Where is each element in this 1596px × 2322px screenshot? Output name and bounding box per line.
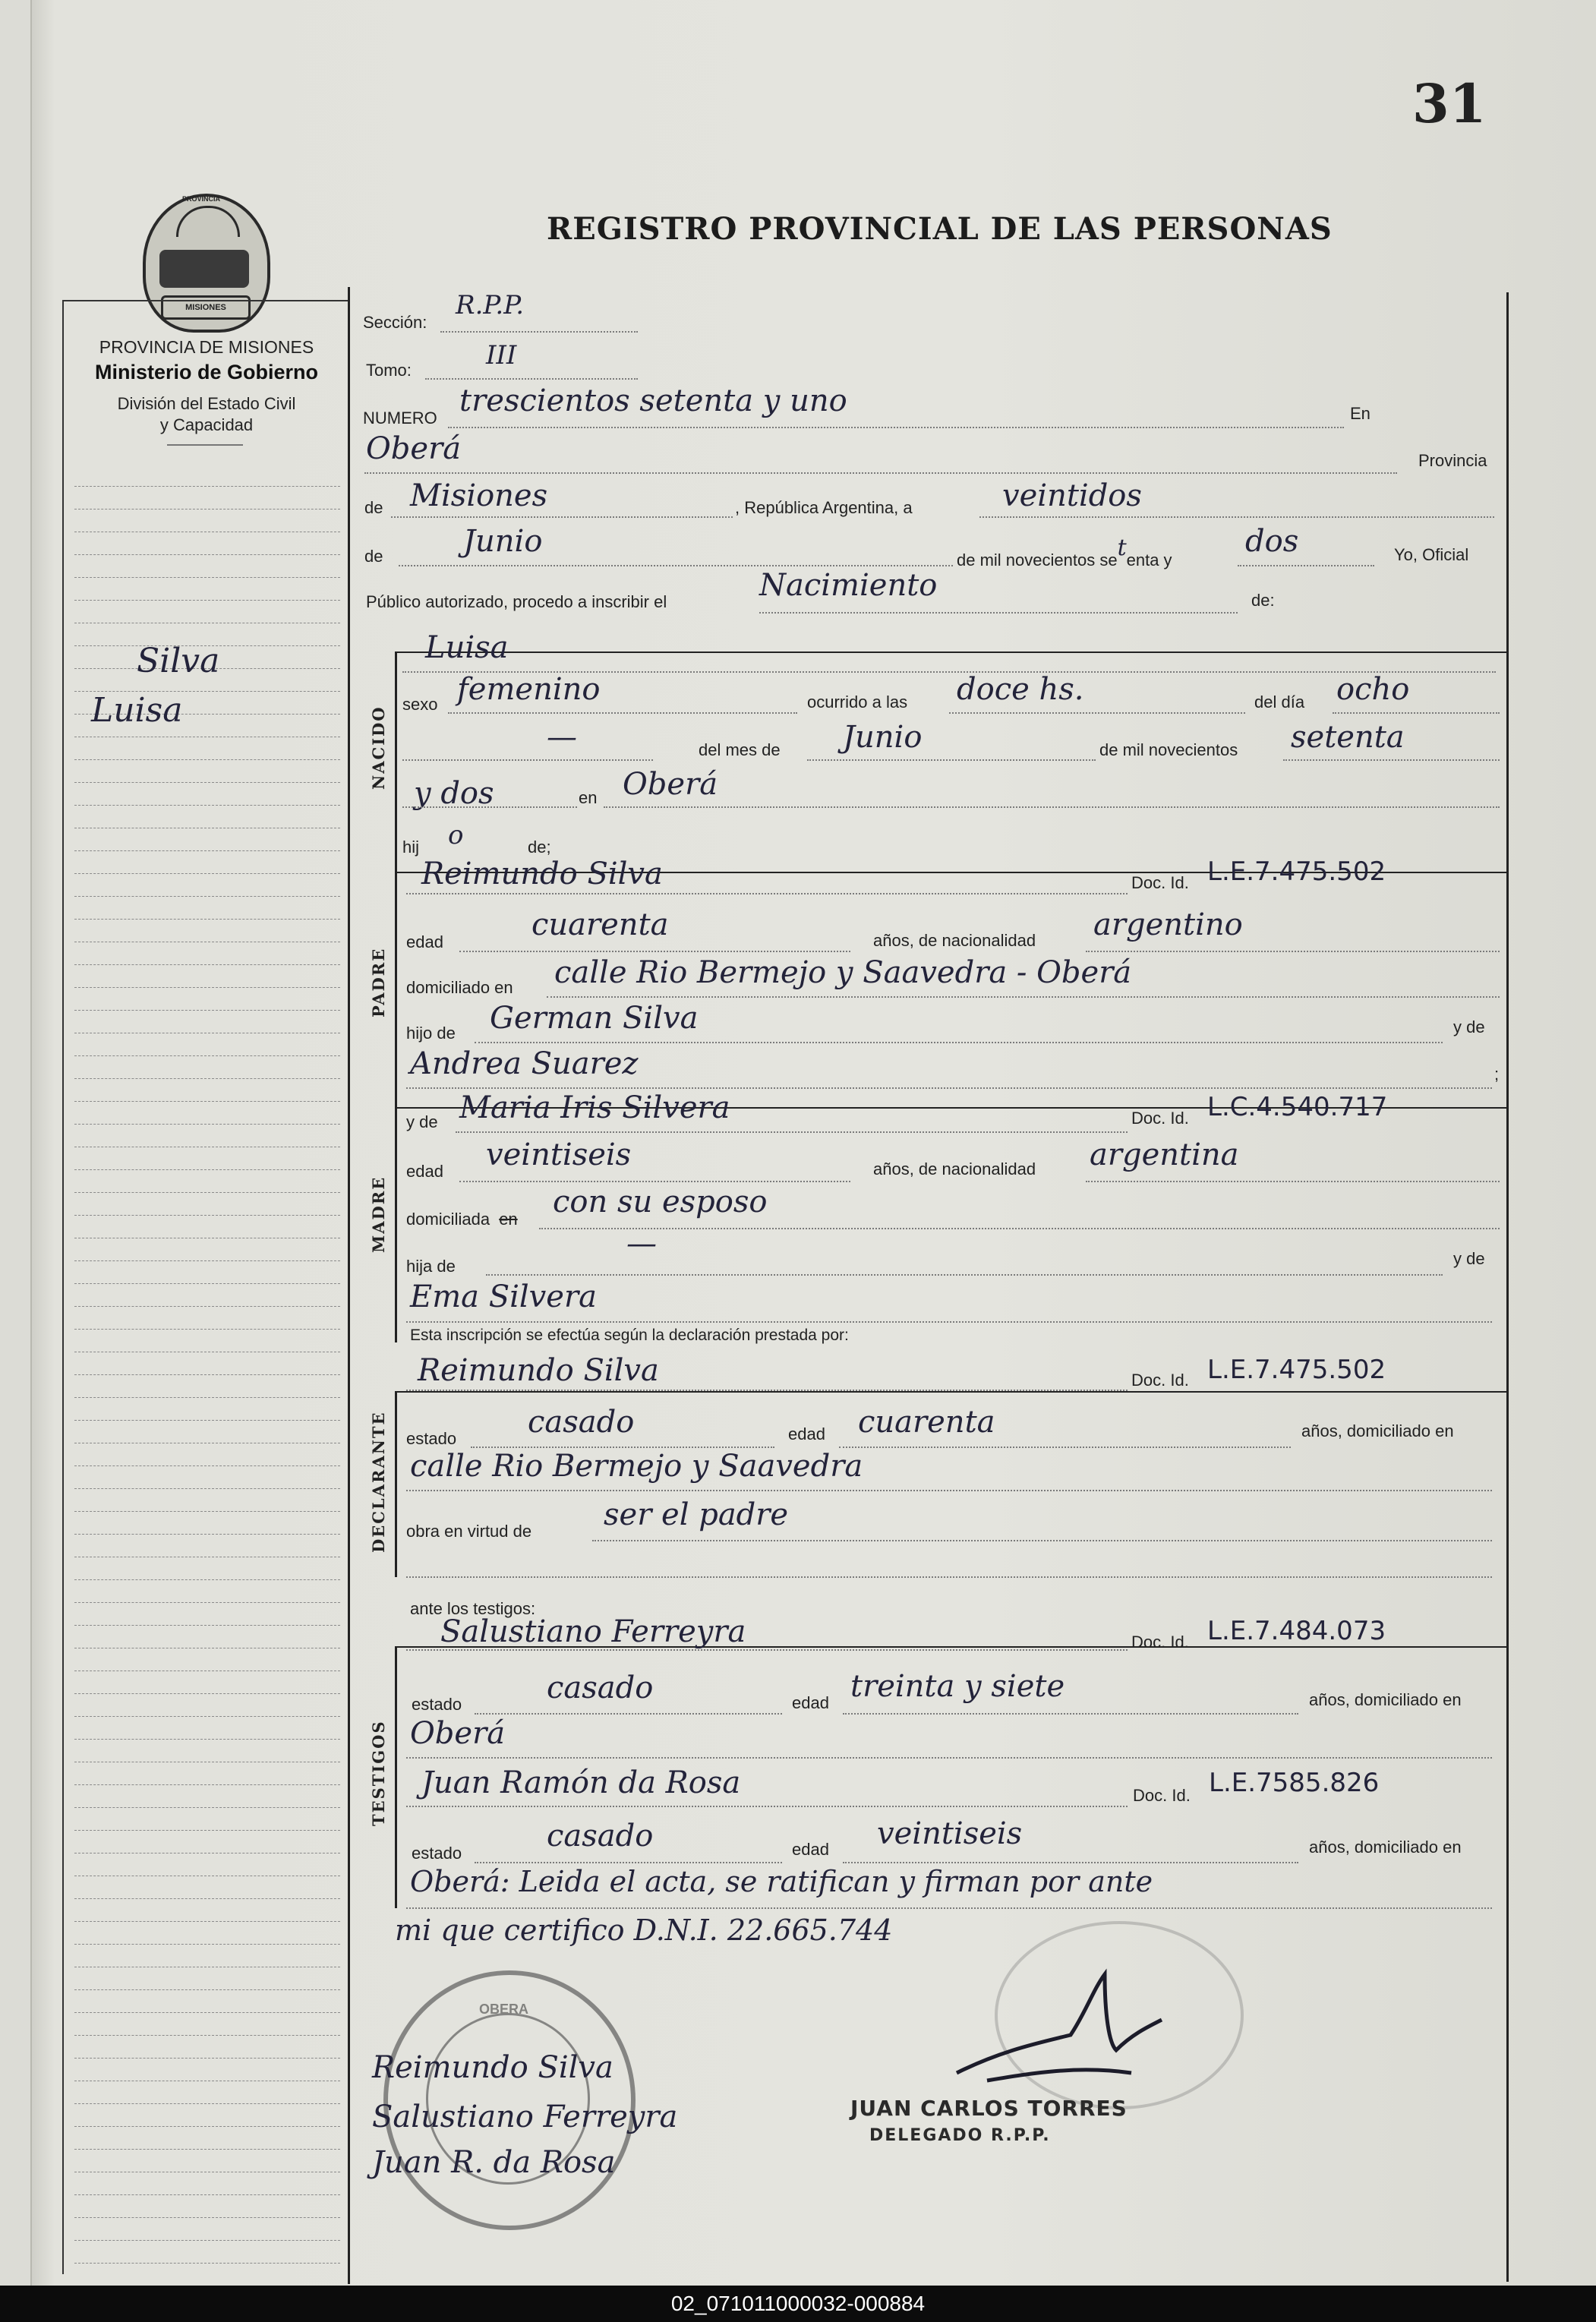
tomo-line: [425, 378, 638, 380]
margin-rule-line: [74, 2149, 340, 2150]
testigo1-dom-label: años, domiciliado en: [1309, 1690, 1462, 1709]
padre-doc-value: L.E.7.475.502: [1207, 857, 1386, 887]
margin-rule-line: [74, 1625, 340, 1626]
declarante-intro: Esta inscripción se efectúa según la declaración prestada por:: [410, 1327, 849, 1344]
numero-line: [448, 427, 1344, 428]
margin-rule-line: [74, 1830, 340, 1831]
act-line: [759, 612, 1238, 614]
seal-top-text: PROVINCIA: [182, 195, 221, 203]
birth-day: ocho: [1336, 672, 1410, 707]
margin-rule-line: [74, 509, 340, 510]
testigo2-estado-line: [475, 1862, 782, 1863]
testigo1-edad: treinta y siete: [850, 1669, 1065, 1704]
birth-year: setenta: [1291, 720, 1405, 755]
padre-section-label: PADRE: [369, 947, 388, 1017]
margin-rule-line: [74, 1374, 340, 1375]
margin-rule-line: [74, 1420, 340, 1421]
declarante-doc-label: Doc. Id.: [1131, 1371, 1189, 1390]
publico-label: Público autorizado, procedo a inscribir el: [366, 592, 667, 611]
madre-name-line: [456, 1131, 1128, 1133]
madre-section-label: MADRE: [369, 1175, 388, 1253]
margin-rule-line: [74, 1488, 340, 1489]
del-dia-label: del día: [1254, 692, 1305, 711]
act-value: Nacimiento: [759, 568, 938, 603]
testigo1-estado: casado: [547, 1671, 654, 1705]
ocurrido-label: ocurrido a las: [807, 692, 908, 711]
testigo1-edad-line: [843, 1713, 1298, 1715]
declarante-obra-label: obra en virtud de: [406, 1522, 532, 1541]
province-value: Misiones: [410, 478, 548, 513]
margin-rule-line: [74, 1739, 340, 1740]
madre-dom: con su esposo: [553, 1185, 768, 1219]
margin-rule-line: [74, 1169, 340, 1170]
margin-rule-line: [74, 759, 340, 760]
madre-edad-label: edad: [406, 1162, 443, 1181]
seal-sun-arc: [176, 206, 240, 237]
testigo1-doc-value: L.E.7.484.073: [1207, 1616, 1386, 1646]
ministry-name: Ministerio de Gobierno: [94, 361, 319, 383]
seccion-label: Sección:: [363, 313, 427, 332]
year-line: [1238, 565, 1374, 566]
sexo-line: [448, 712, 797, 714]
margin-divider: [348, 287, 350, 2284]
tomo-label: Tomo:: [366, 361, 412, 380]
declarante-dom-label: años, domiciliado en: [1301, 1421, 1454, 1440]
de-label: de: [364, 498, 383, 517]
declarante-edad-line: [839, 1447, 1291, 1448]
nacido-name: Luisa: [425, 630, 509, 665]
testigo1-estado-label: estado: [412, 1695, 462, 1714]
madre-name: Maria Iris Silvera: [459, 1090, 730, 1125]
madre-dom-text: domiciliada: [406, 1210, 490, 1229]
de-label-2: de: [364, 547, 383, 566]
madre-y-de-label-2: y de: [1453, 1249, 1485, 1268]
birth-month: Junio: [843, 720, 923, 755]
padre-mother: Andrea Suarez: [410, 1046, 639, 1081]
madre-nac: argentina: [1090, 1137, 1239, 1172]
division-name: [64, 393, 349, 436]
del-mes-label: del mes de: [699, 740, 781, 759]
testigo1-name: Salustiano Ferreyra: [440, 1614, 746, 1649]
declarante-estado: casado: [528, 1405, 635, 1440]
padre-hijo-label: hijo de: [406, 1024, 456, 1043]
testigo1-estado-line: [475, 1713, 782, 1715]
division-line1: División del Estado Civil: [117, 394, 296, 413]
city-line: [364, 472, 1397, 474]
month-value: Junio: [463, 524, 543, 559]
testigo2-edad: veintiseis: [877, 1816, 1023, 1851]
nacido-section-label: NACIDO: [369, 705, 388, 790]
testigo2-name-line: [406, 1806, 1128, 1807]
padre-doc-label: Doc. Id.: [1131, 873, 1189, 892]
province-line: [391, 516, 733, 518]
padre-mother-line: [406, 1087, 1492, 1089]
day-value: veintidos: [1002, 478, 1142, 513]
padre-dom: calle Rio Bermejo y Saavedra - Oberá: [554, 955, 1132, 990]
day-line: [979, 516, 1494, 518]
stamp-text: OBERA: [479, 2002, 529, 2017]
madre-dom-struck: en: [499, 1210, 518, 1229]
padre-dom-line: [547, 996, 1500, 998]
padre-father: German Silva: [490, 1001, 699, 1036]
testigo2-dom-label: años, domiciliado en: [1309, 1838, 1462, 1857]
testigo2-dom-line: [406, 1907, 1492, 1909]
margin-rule-line: [74, 2012, 340, 2013]
numero-label: NUMERO: [363, 409, 437, 427]
margin-rule-line: [74, 554, 340, 555]
madre-hija-line: [486, 1274, 1443, 1276]
declarante-obra: ser el padre: [604, 1497, 789, 1532]
madre-father: —: [626, 1226, 657, 1261]
margin-rule-line: [74, 987, 340, 988]
margin-rule-line: [74, 1921, 340, 1922]
nacido-top-rule: [395, 651, 1506, 653]
en-label: En: [1350, 404, 1370, 423]
testigo1-doc-label: Doc. Id.: [1131, 1633, 1189, 1652]
madre-hija-label: hija de: [406, 1257, 456, 1276]
de-colon-label: de:: [1251, 591, 1275, 610]
margin-rule-line: [74, 850, 340, 851]
padre-semicolon: ;: [1494, 1065, 1500, 1084]
margin-rule-line: [74, 1101, 340, 1102]
declarante-estado-label: estado: [406, 1429, 457, 1448]
margin-rule-line: [74, 2263, 340, 2264]
madre-dom-label: [406, 1210, 518, 1229]
madre-y-de-label: y de: [406, 1112, 438, 1131]
testigo2-estado-label: estado: [412, 1844, 462, 1863]
testigo2-dom: Oberá: Leida el acta, se ratifican y firman por ante: [410, 1865, 1153, 1898]
testigo2-edad-label: edad: [792, 1840, 829, 1859]
margin-rule-line: [74, 1215, 340, 1216]
margin-rule-line: [74, 1329, 340, 1330]
testigo2-doc-label: Doc. Id.: [1133, 1786, 1191, 1805]
madre-doc-value: L.C.4.540.717: [1207, 1092, 1388, 1122]
testigo1-edad-label: edad: [792, 1693, 829, 1712]
margin-rule-line: [74, 1055, 340, 1056]
margin-rule-line: [74, 2058, 340, 2059]
margin-rule-line: [74, 805, 340, 806]
padre-edad-line: [459, 951, 850, 952]
margin-rule-line: [74, 1192, 340, 1193]
margin-surname: Silva: [137, 642, 220, 680]
margin-rule-line: [74, 486, 340, 487]
sexo-value: femenino: [457, 672, 601, 707]
signature-1: Reimundo Silva: [372, 2050, 613, 2085]
declarante-estado-line: [471, 1447, 774, 1448]
madre-mother-line: [406, 1321, 1492, 1323]
margin-rule-line: [74, 1397, 340, 1398]
birth-place: Oberá: [623, 767, 718, 802]
margin-rule-line: [74, 2240, 340, 2241]
margin-rule-line: [74, 1602, 340, 1603]
birth-year2-line: [402, 806, 577, 808]
padre-hijo-line: [475, 1042, 1443, 1043]
testigos-bar: [395, 1646, 397, 1908]
declarante-edad-label: edad: [788, 1424, 825, 1443]
margin-rule-line: [74, 2194, 340, 2195]
margin-rule-line: [74, 1465, 340, 1466]
madre-nac-line: [1086, 1181, 1500, 1182]
padre-name-line: [406, 893, 1128, 894]
en-label-2: en: [579, 788, 598, 807]
day-line-2: [1333, 712, 1500, 714]
declarante-extra-line: [406, 1576, 1492, 1578]
numero-value: trescientos setenta y uno: [459, 383, 847, 418]
margin-rule-line: [74, 1944, 340, 1945]
birth-year-label: de mil novecientos: [1099, 740, 1238, 759]
declarante-edad: cuarenta: [858, 1405, 995, 1440]
margin-top-rule: [62, 300, 348, 301]
testigo1-dom: Oberá: [410, 1716, 506, 1751]
madre-mother: Ema Silvera: [410, 1279, 597, 1314]
madre-edad-line: [459, 1181, 850, 1182]
tomo-value: III: [486, 340, 517, 371]
margin-left-border: [62, 300, 64, 2274]
margin-rule-line: [74, 1534, 340, 1535]
declarante-obra-line: [592, 1540, 1492, 1541]
year-label-a: de mil novecientos se: [957, 551, 1118, 569]
margin-rule-line: [74, 782, 340, 783]
seccion-line: [440, 331, 638, 333]
place-line: [604, 806, 1500, 808]
hour-value: doce hs.: [957, 672, 1084, 707]
official-signature-icon: [942, 1959, 1184, 2111]
margin-rule-line: [74, 1283, 340, 1284]
madre-edad: veintiseis: [486, 1137, 632, 1172]
dash-line: [402, 759, 653, 761]
margin-rule-line: [74, 2035, 340, 2036]
testigo2-name: Juan Ramón da Rosa: [421, 1765, 741, 1800]
margin-rule-line: [74, 1010, 340, 1011]
padre-name: Reimundo Silva: [421, 857, 663, 891]
margin-rule-line: [74, 577, 340, 578]
margin-rule-line: [74, 873, 340, 874]
testigo1-dom-line: [406, 1757, 1492, 1759]
official-name-stamp: JUAN CARLOS TORRES: [850, 2096, 1128, 2121]
hij-suffix: o: [448, 820, 464, 850]
margin-rule-line: [74, 919, 340, 920]
padre-nac-line: [1086, 951, 1500, 952]
seal-landscape: [159, 250, 249, 288]
year-label: [957, 535, 1172, 572]
margin-rule-line: [74, 2217, 340, 2218]
declarante-name-line: [406, 1390, 1128, 1391]
padre-bar: [395, 872, 397, 1107]
margin-rule-line: [74, 1989, 340, 1990]
header-divider: [167, 444, 243, 446]
testigos-intro: ante los testigos:: [410, 1599, 536, 1618]
madre-doc-label: Doc. Id.: [1131, 1109, 1189, 1128]
margin-rule-line: [74, 1807, 340, 1808]
padre-nac: argentino: [1093, 907, 1243, 942]
margin-rule-line: [74, 1716, 340, 1717]
signature-3: Juan R. da Rosa: [372, 2145, 616, 2180]
republica-label: , República Argentina, a: [735, 498, 913, 517]
hij-label: hij: [402, 838, 420, 857]
testigo2-doc-value: L.E.7585.826: [1209, 1768, 1380, 1798]
testigo2-estado: casado: [547, 1819, 654, 1853]
province-seal-icon: [143, 194, 270, 333]
margin-rule-line: [74, 600, 340, 601]
margin-rule-line: [74, 1511, 340, 1512]
province-name: PROVINCIA DE MISIONES: [99, 337, 314, 357]
year-value: dos: [1245, 524, 1299, 559]
testigo1-name-line: [406, 1649, 1128, 1651]
seal-ribbon: MISIONES: [161, 295, 251, 320]
madre-bar: [395, 1107, 397, 1342]
margin-name: Luisa: [91, 691, 183, 730]
margin-rule-line: [74, 896, 340, 897]
madre-nac-label: años, de nacionalidad: [873, 1159, 1036, 1178]
year-label-b: enta y: [1126, 551, 1172, 569]
margin-rule-line: [74, 2126, 340, 2127]
padre-nac-label: años, de nacionalidad: [873, 931, 1036, 950]
padre-edad: cuarenta: [531, 907, 669, 942]
seccion-value: R.P.P.: [456, 290, 524, 320]
margin-rule-line: [74, 1579, 340, 1580]
margin-rule-line: [74, 1078, 340, 1079]
page-number: 31: [1412, 72, 1487, 135]
padre-edad-label: edad: [406, 932, 443, 951]
margin-rule-line: [74, 1124, 340, 1125]
document-title: REGISTRO PROVINCIAL DE LAS PERSONAS: [547, 211, 1333, 247]
de-label-3: de;: [528, 838, 551, 857]
margin-rule-line: [74, 1260, 340, 1261]
nacido-bar: [395, 651, 397, 872]
margin-rule-line: [74, 1306, 340, 1307]
city-value: Oberá: [366, 431, 462, 466]
official-title-stamp: DELEGADO R.P.P.: [869, 2126, 1051, 2145]
declarante-name: Reimundo Silva: [418, 1353, 659, 1388]
testigo2-edad-line: [843, 1862, 1298, 1863]
padre-y-de-label: y de: [1453, 1017, 1485, 1036]
testigos-section-label: TESTIGOS: [369, 1720, 388, 1826]
declarante-top-rule: [395, 1391, 1506, 1393]
hour-line: [949, 712, 1245, 714]
declarante-doc-value: L.E.7.475.502: [1207, 1355, 1386, 1385]
declarante-dom: calle Rio Bermejo y Saavedra: [410, 1449, 863, 1484]
division-line2: y Capacidad: [159, 415, 254, 434]
birth-year-line: [1283, 759, 1500, 761]
declarante-dom-line: [406, 1490, 1492, 1491]
padre-dom-label: domiciliado en: [406, 978, 513, 997]
declarante-section-label: DECLARANTE: [369, 1411, 388, 1553]
sexo-label: sexo: [402, 695, 438, 714]
margin-rule-line: [74, 964, 340, 965]
provincia-label: Provincia: [1418, 451, 1487, 470]
month-line: [399, 565, 953, 566]
margin-rule-line: [74, 1898, 340, 1899]
closing-text: mi que certifico D.N.I. 22.665.744: [395, 1913, 893, 1947]
margin-rule-line: [74, 1693, 340, 1694]
madre-dom-line: [539, 1228, 1500, 1229]
declarante-bar: [395, 1391, 397, 1577]
signature-2: Salustiano Ferreyra: [372, 2100, 678, 2134]
margin-rule-line: [74, 2103, 340, 2104]
birth-month-line: [807, 759, 1096, 761]
dash-value: —: [547, 720, 577, 755]
margin-rule-line: [74, 1784, 340, 1785]
year-insert: t: [1117, 535, 1127, 561]
image-identifier-footer: 02_071011000032-000884: [0, 2286, 1596, 2322]
oficial-label: Yo, Oficial: [1394, 545, 1469, 564]
birth-year-2: y dos: [414, 776, 494, 811]
form-right-border: [1506, 292, 1509, 2282]
